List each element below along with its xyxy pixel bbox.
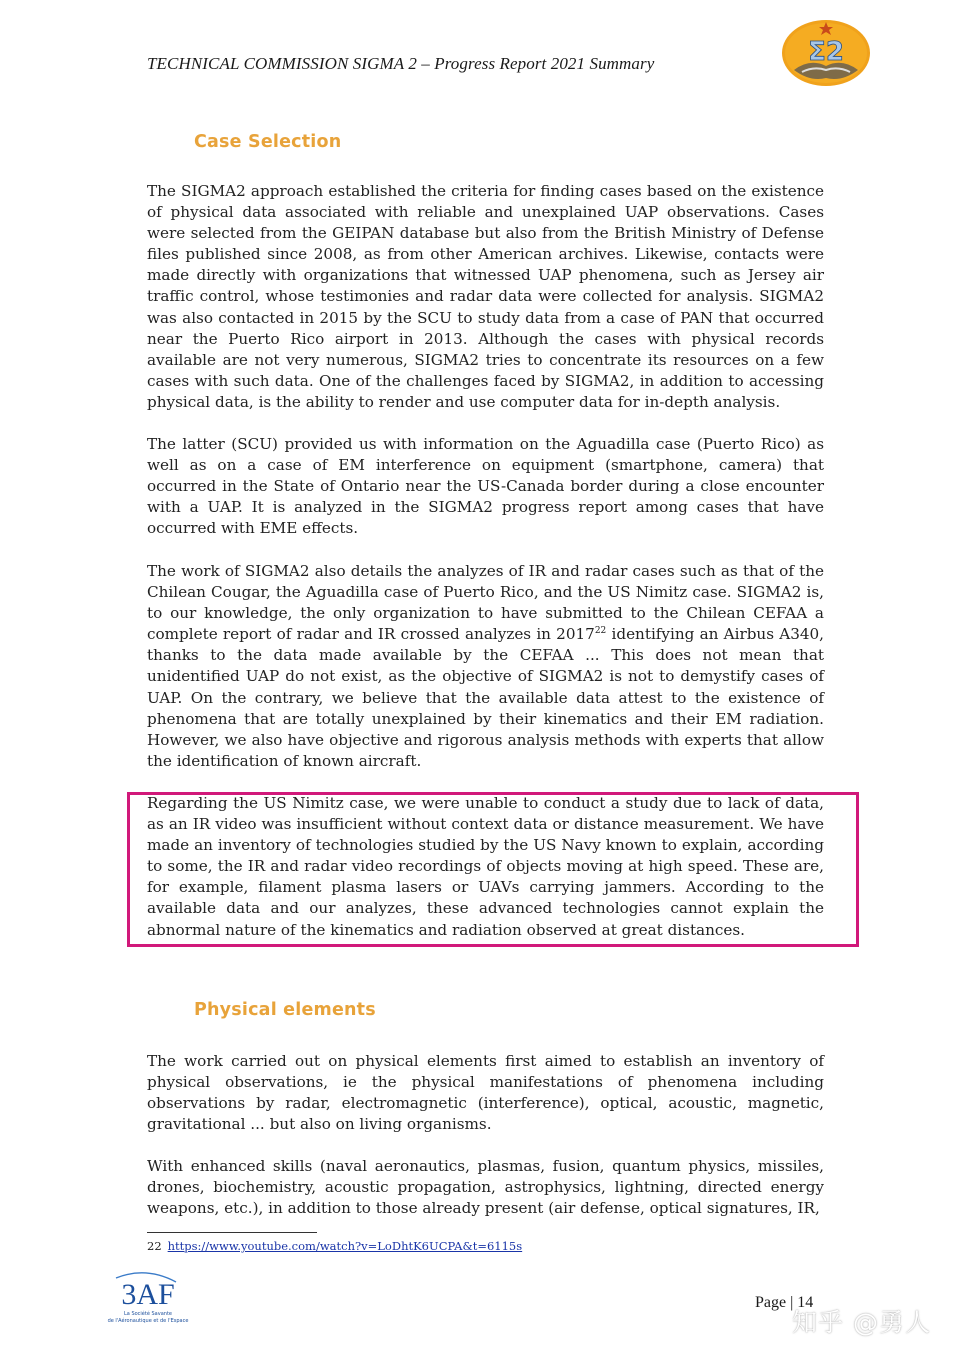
page-number: Page | 14	[755, 1294, 814, 1311]
section-heading-physical-elements: Physical elements	[194, 1000, 376, 1020]
paragraph-case-selection-1: The SIGMA2 approach established the criteria for finding cases based on the existence of physical data associated with reliable and unexplained UAP observations. Cases were selected from the GEIPAN database but also from the British Ministry of Defense files published since 2008, as from other American archives. Likewise, contacts were made directly with organizations that witnessed UAP phenomena, such as Jersey air traffic control, whose testimonies and radar data were collected for analysis. SIGMA2 was also contacted in 2015 by the SCU to study data from a case of PAN that occurred near the Puerto Rico airport in 2013. Although the cases with physical records available are not very numerous, SIGMA2 tries to concentrate its resources on a few cases with such data. One of the challenges faced by SIGMA2, in addition to accessing physical data, is the ability to render and use computer data for in-depth analysis.	[147, 182, 824, 411]
3af-logo-subtitle-1: La Société Savante	[124, 1311, 172, 1317]
footnote	[147, 1239, 522, 1253]
footnote-divider	[147, 1232, 317, 1233]
paragraph-nimitz-highlighted: Regarding the US Nimitz case, we were unable to conduct a study due to lack of data, as an IR video was insufficient without context data or distance measurement. We have made an inventory of technologies studied by the US Navy known to explain, according to some, the IR and radar video recordings of objects moving at high speed. These are, for example, filament plasma lasers or UAVs carrying jammers. According to the available data and our analyzes, these advanced technologies cannot explain the abnormal nature of the kinematics and radiation observed at great distances.	[147, 794, 824, 939]
paragraph-part: identifying an Airbus A340, thanks to the data made available by the CEFAA ... This does not mean that unidentified UAP do not exist, as the objective of SIGMA2 is not to demystify cases of UAP. On the contrary, we believe that the available data attest to the existence of phenomena that are totally unexplained by their kinematics and their EM radiation. However, we also have objective and rigorous analysis methods with experts that allow the identification of known aircraft.	[147, 625, 825, 770]
footnote-reference[interactable]: 22	[594, 626, 607, 637]
watermark-text: 知乎 @勇人	[792, 1308, 931, 1337]
highlight-annotation-box	[127, 792, 859, 947]
paragraph-physical-elements-2: With enhanced skills (naval aeronautics, plasmas, fusion, quantum physics, missiles, drones, biochemistry, acoustic propagation, astrophysics, lightning, directed energy weapons, etc.), in addition to those already present (air defense, optical signatures, IR,	[147, 1157, 824, 1218]
paragraph-physical-elements-1: The work carried out on physical elements first aimed to establish an inventory of physical observations, ie the physical manifestations of phenomena including observations by radar, electromagnetic (interference), optical, acoustic, magnetic, gravitational ... but also on living organisms.	[147, 1052, 824, 1134]
footnote-number: 22	[147, 1239, 162, 1253]
footnote-link[interactable]: https://www.youtube.com/watch?v=LoDhtK6UCPA&t=6115s	[167, 1239, 523, 1253]
3af-logo-text: 3AF	[121, 1278, 175, 1311]
paragraph-part: The work of SIGMA2 also details the analyzes of IR and radar cases such as that of the Chilean Cougar, the Aguadilla case of Puerto Rico, and the US Nimitz case. SIGMA2 is, to our knowledge, the only organization to have submitted to the Chilean CEFAA a complete report of radar and IR crossed analyzes in 2017	[147, 562, 824, 644]
paragraph-case-selection-3	[147, 561, 824, 772]
3af-logo-subtitle-2: de l'Aéronautique et de l'Espace	[107, 1318, 189, 1324]
page-header-title: TECHNICAL COMMISSION SIGMA 2 – Progress Report 2021 Summary	[147, 54, 655, 73]
paragraph-case-selection-2: The latter (SCU) provided us with information on the Aguadilla case (Puerto Rico) as well as on a case of EM interference on equipment (smartphone, camera) that occurred in the State of Ontario near the US-Canada border during a close encounter with a UAP. It is analyzed in the SIGMA2 progress report among cases that have occurred with EME effects.	[147, 435, 824, 538]
sigma2-logo	[780, 18, 872, 88]
3af-logo	[106, 1268, 190, 1328]
sigma2-logo-text: Σ2	[808, 37, 844, 67]
section-heading-case-selection: Case Selection	[194, 132, 342, 152]
